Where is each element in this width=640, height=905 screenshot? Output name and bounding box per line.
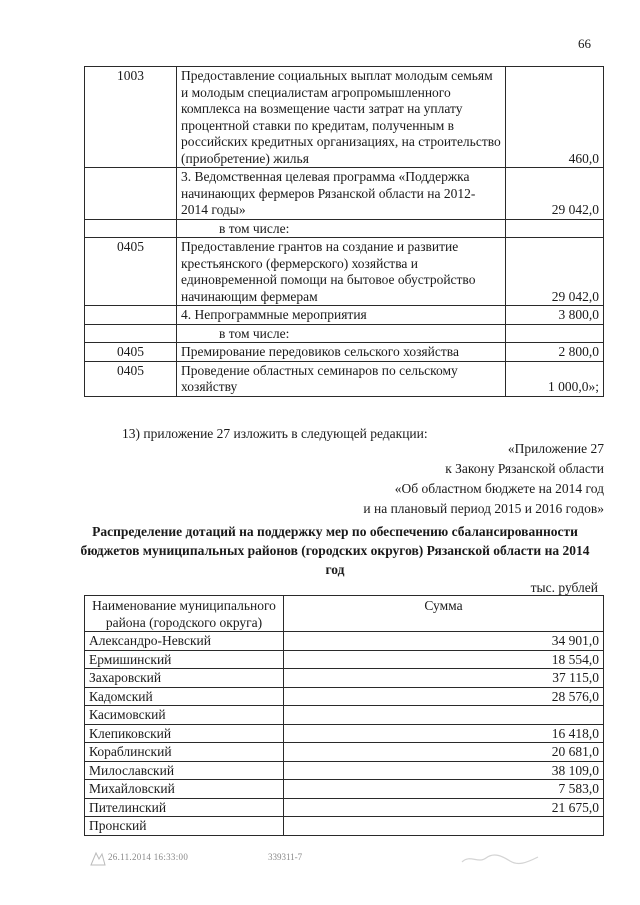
page-number: 66 [578,36,591,51]
table-row [85,817,604,836]
unit-label: тыс. рублей [530,580,598,595]
table-row [85,238,604,306]
subsidies-table [84,595,604,836]
description-cell: Проведение областных семинаров по сельскому хозяйству [177,361,506,396]
table-row [85,168,604,220]
stamp-mark-icon [88,850,108,868]
amount-cell: 1 000,0»; [506,361,604,396]
table-row [85,724,604,743]
sum-cell: 21 675,0 [284,798,604,817]
district-name-cell: Михайловский [85,780,284,799]
budget-code-cell [85,168,177,220]
table-row [85,361,604,396]
budget-code-cell [85,306,177,325]
table-row [85,632,604,651]
table-row [85,669,604,688]
table-row [85,306,604,325]
sum-cell [284,706,604,725]
table-header-row [85,596,604,632]
table-row [85,650,604,669]
amount-cell: 3 800,0 [506,306,604,325]
amount-cell: 29 042,0 [506,168,604,220]
district-name-cell: Пителинский [85,798,284,817]
amount-cell: 460,0 [506,67,604,168]
table-row [85,706,604,725]
district-name-cell: Кадомский [85,687,284,706]
budget-code-cell: 0405 [85,238,177,306]
table-row [85,761,604,780]
budget-code-cell: 0405 [85,361,177,396]
budget-code-cell [85,324,177,343]
table-row [85,67,604,168]
faint-signature-icon [460,852,540,866]
table-row [85,219,604,238]
table-row [85,743,604,762]
amount-cell: 2 800,0 [506,343,604,362]
description-cell: Предоставление грантов на создание и развитие крестьянского (фермерского) хозяйства и единовременной помощи на бытовое обустройство начинающим фермерам [177,238,506,306]
district-name-cell: Ермишинский [85,650,284,669]
annex-heading [363,439,604,519]
amount-cell: 29 042,0 [506,238,604,306]
amount-cell [506,219,604,238]
table-row [85,324,604,343]
district-name-cell: Пронский [85,817,284,836]
annex-line: «Приложение 27 [507,441,604,456]
description-cell: 4. Непрограммные мероприятия [177,306,506,325]
column-header-sum: Сумма [284,596,604,632]
column-header-name: Наименование муниципального района (городского округа) [85,596,284,632]
sum-cell: 7 583,0 [284,780,604,799]
district-name-cell: Клепиковский [85,724,284,743]
description-cell: Предоставление социальных выплат молодым семьям и молодым специалистам агропромышленного комплекса на возмещение части затрат на уплату процентной ставки по кредитам, полученным в российских кредитных организациях, на строительство (приобретение) жилья [177,67,506,168]
annex-line: «Об областном бюджете на 2014 год [394,481,604,496]
sum-cell: 38 109,0 [284,761,604,780]
budget-code-cell: 1003 [85,67,177,168]
district-name-cell: Кораблинский [85,743,284,762]
sum-cell: 20 681,0 [284,743,604,762]
sum-cell [284,817,604,836]
description-cell: 3. Ведомственная целевая программа «Поддержка начинающих фермеров Рязанской области на 2012-2014 годы» [177,168,506,220]
sum-cell: 16 418,0 [284,724,604,743]
district-name-cell: Касимовский [85,706,284,725]
sum-cell: 37 115,0 [284,669,604,688]
district-name-cell: Милославский [85,761,284,780]
description-cell: Премирование передовиков сельского хозяйства [177,343,506,362]
sum-cell: 28 576,0 [284,687,604,706]
table-row [85,798,604,817]
annex-line: к Закону Рязанской области [445,461,604,476]
budget-code-cell: 0405 [85,343,177,362]
footer-timestamp: 26.11.2014 16:33:00 [108,852,189,862]
document-title: Распределение дотаций на поддержку мер по обеспечению сбалансированности бюджетов муниципальных районов (городских округов) Рязанской области на 2014 год [80,524,590,577]
budget-code-cell [85,219,177,238]
footer-code: 339311-7 [268,852,303,862]
district-name-cell: Александро-Невский [85,632,284,651]
table-row [85,343,604,362]
annex-line: и на плановый период 2015 и 2016 годов» [363,501,604,516]
description-cell: в том числе: [177,324,506,343]
district-name-cell: Захаровский [85,669,284,688]
table-row [85,687,604,706]
amount-cell [506,324,604,343]
amendment-instruction: 13) приложение 27 изложить в следующей редакции: [122,426,428,441]
appropriations-table [84,66,604,397]
description-cell: в том числе: [177,219,506,238]
sum-cell: 18 554,0 [284,650,604,669]
table-row [85,780,604,799]
sum-cell: 34 901,0 [284,632,604,651]
